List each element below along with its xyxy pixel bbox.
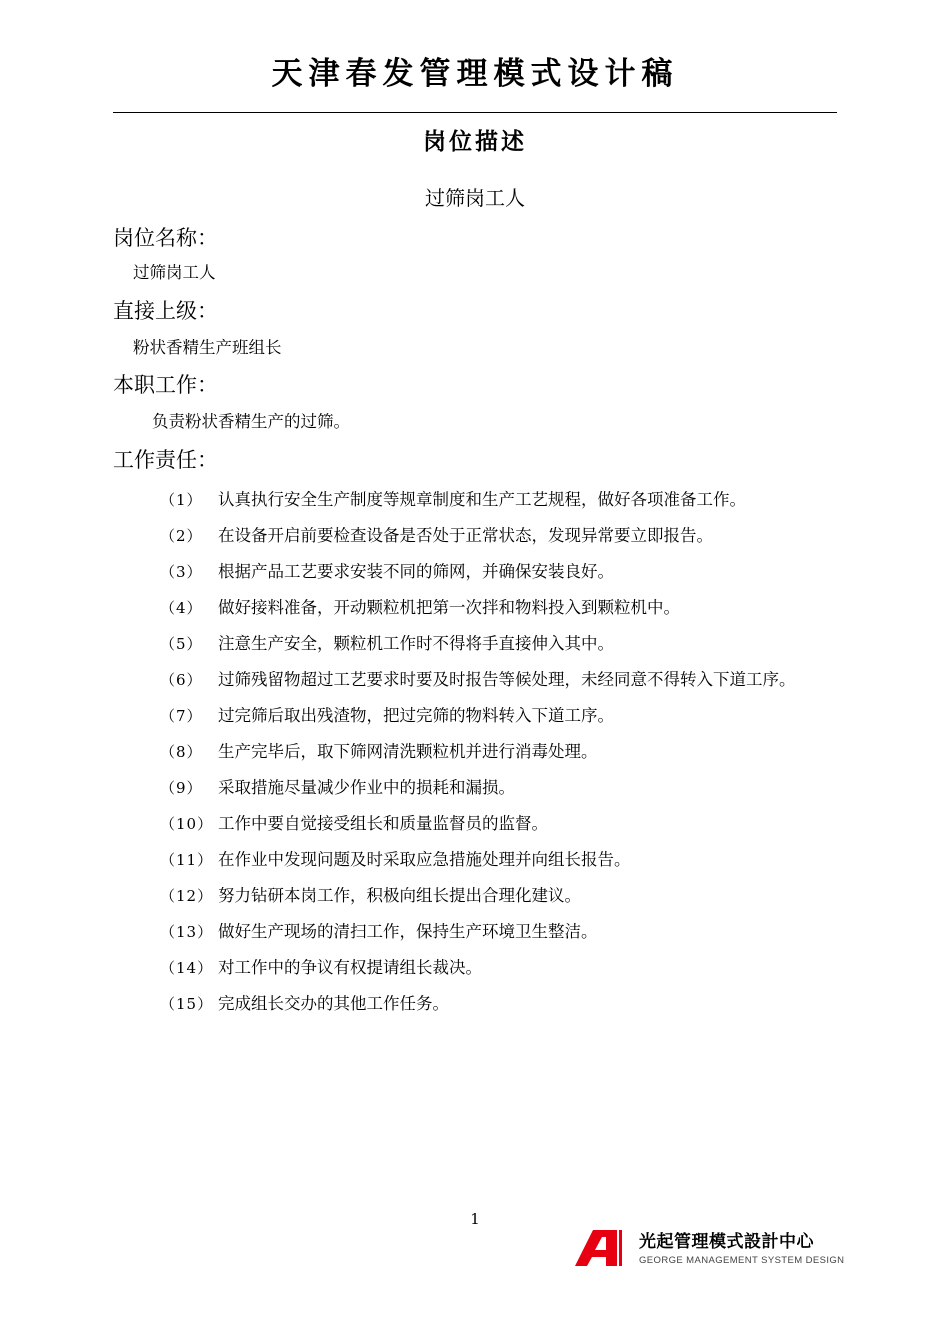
- list-item-number: （14）: [160, 959, 214, 977]
- list-item-text: 采取措施尽量减少作业中的损耗和漏损。: [218, 778, 515, 797]
- list-item-text: 过完筛后取出残渣物，把过完筛的物料转入下道工序。: [218, 706, 614, 725]
- red-letter-a-logo-icon: [575, 1228, 639, 1268]
- list-item-text: 注意生产安全，颗粒机工作时不得将手直接伸入其中。: [218, 634, 614, 653]
- list-item-number: （9）: [160, 779, 203, 797]
- list-item: [160, 590, 845, 626]
- list-item: [160, 734, 845, 770]
- supervisor-heading: 直接上级：: [113, 299, 218, 323]
- list-item-text: 生产完毕后，取下筛网清洗颗粒机并进行消毒处理。: [218, 742, 598, 761]
- list-item-text: 在设备开启前要检查设备是否处于正常状态，发现异常要立即报告。: [218, 526, 713, 545]
- list-item: [160, 950, 845, 986]
- list-item-text: 努力钻研本岗工作，积极向组长提出合理化建议。: [218, 886, 581, 905]
- position-name-value: 过筛岗工人: [133, 263, 216, 282]
- list-item-number: （1）: [160, 491, 203, 509]
- list-item: [160, 986, 845, 1022]
- list-item-text: 在作业中发现问题及时采取应急措施处理并向组长报告。: [218, 850, 631, 869]
- list-item-text: 过筛残留物超过工艺要求时要及时报告等候处理，未经同意不得转入下道工序。: [218, 670, 796, 689]
- list-item: [160, 770, 845, 806]
- responsibilities-list: [160, 482, 845, 1022]
- list-item-number: （10）: [160, 815, 214, 833]
- list-item-text: 认真执行安全生产制度等规章制度和生产工艺规程，做好各项准备工作。: [218, 490, 746, 509]
- list-item-number: （6）: [160, 671, 203, 689]
- list-item: [160, 554, 845, 590]
- brand-tagline: GEORGE MANAGEMENT SYSTEM DESIGN: [639, 1255, 845, 1266]
- list-item-text: 完成组长交办的其他工作任务。: [218, 994, 449, 1013]
- list-item-text: 做好接料准备，开动颗粒机把第一次拌和物料投入到颗粒机中。: [218, 598, 680, 617]
- position-name-heading: 岗位名称：: [113, 226, 218, 250]
- list-item-number: （3）: [160, 563, 203, 581]
- main-work-heading: 本职工作：: [113, 373, 218, 397]
- header-divider: [113, 112, 837, 113]
- list-item: [160, 482, 845, 518]
- list-item-number: （7）: [160, 707, 203, 725]
- list-item: [160, 662, 845, 698]
- list-item-number: （11）: [160, 851, 214, 869]
- list-item: [160, 914, 845, 950]
- list-item-number: （4）: [160, 599, 203, 617]
- list-item: [160, 806, 845, 842]
- list-item-number: （8）: [160, 743, 203, 761]
- main-work-value: 负责粉状香精生产的过筛。: [152, 412, 350, 431]
- list-item: [160, 626, 845, 662]
- list-item-number: （13）: [160, 923, 214, 941]
- document-title: 岗位描述: [423, 129, 527, 155]
- list-item: [160, 698, 845, 734]
- document-subtitle: 过筛岗工人: [425, 186, 525, 210]
- list-item-number: （12）: [160, 887, 214, 905]
- brand-name: 光起管理模式設計中心: [639, 1232, 814, 1252]
- list-item-number: （5）: [160, 635, 203, 653]
- list-item: [160, 842, 845, 878]
- list-item-text: 工作中要自觉接受组长和质量监督员的监督。: [218, 814, 548, 833]
- header-title: 天津春发管理模式设计稿: [271, 56, 679, 92]
- list-item: [160, 518, 845, 554]
- supervisor-value: 粉状香精生产班组长: [133, 338, 282, 357]
- list-item-number: （2）: [160, 527, 203, 545]
- list-item-text: 根据产品工艺要求安装不同的筛网，并确保安装良好。: [218, 562, 614, 581]
- list-item-text: 做好生产现场的清扫工作，保持生产环境卫生整洁。: [218, 922, 598, 941]
- list-item-number: （15）: [160, 995, 214, 1013]
- responsibilities-heading: 工作责任：: [113, 448, 218, 472]
- list-item-text: 对工作中的争议有权提请组长裁决。: [218, 958, 482, 977]
- brand-footer: [575, 1228, 845, 1272]
- list-item: [160, 878, 845, 914]
- page-number: 1: [470, 1210, 480, 1228]
